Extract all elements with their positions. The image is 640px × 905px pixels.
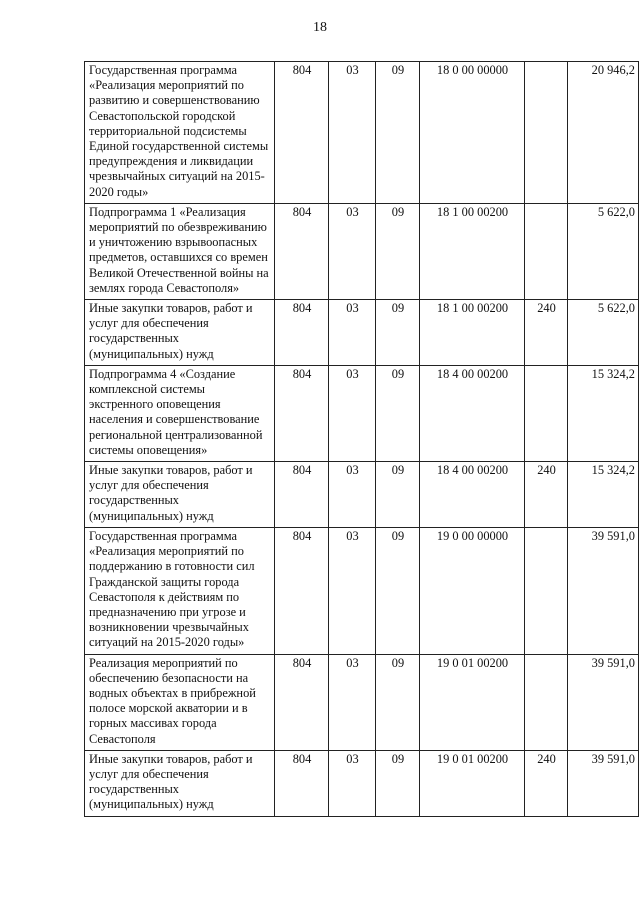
row-section: 03 [329,462,376,528]
row-expense-type: 240 [525,750,568,816]
row-subsection: 09 [376,750,420,816]
row-amount: 39 591,0 [568,654,639,750]
row-target-item: 18 4 00 00200 [420,462,525,528]
row-target-item: 19 0 01 00200 [420,750,525,816]
row-subsection: 09 [376,654,420,750]
row-name: Иные закупки товаров, работ и услуг для обеспечения государственных (муниципальных) нужд [85,462,275,528]
row-subsection: 09 [376,527,420,654]
row-name: Реализация мероприятий по обеспечению безопасности на водных объектах в прибрежной полосе морской акватории и в горных массивах города Севастополя [85,654,275,750]
row-target-item: 18 1 00 00200 [420,203,525,299]
table-row [85,654,639,750]
row-section: 03 [329,527,376,654]
row-subsection: 09 [376,462,420,528]
row-section: 03 [329,654,376,750]
table-row [85,62,639,204]
row-target-item: 18 4 00 00200 [420,365,525,461]
row-target-item: 18 1 00 00200 [420,300,525,366]
table-row [85,527,639,654]
row-name: Подпрограмма 1 «Реализация мероприятий по обезвреживанию и уничтожению взрывоопасных предметов, оставшихся со времен Великой Отечественной войны на землях города Севастополя» [85,203,275,299]
row-amount: 5 622,0 [568,300,639,366]
row-grbs: 804 [275,654,329,750]
row-name: Иные закупки товаров, работ и услуг для обеспечения государственных (муниципальных) нужд [85,300,275,366]
row-subsection: 09 [376,62,420,204]
row-amount: 20 946,2 [568,62,639,204]
row-grbs: 804 [275,750,329,816]
row-subsection: 09 [376,300,420,366]
page-number: 18 [313,20,327,35]
row-expense-type [525,365,568,461]
row-amount: 39 591,0 [568,527,639,654]
row-section: 03 [329,203,376,299]
row-grbs: 804 [275,527,329,654]
row-grbs: 804 [275,300,329,366]
row-amount: 15 324,2 [568,365,639,461]
row-expense-type [525,62,568,204]
row-section: 03 [329,750,376,816]
row-name: Подпрограмма 4 «Создание комплексной системы экстренного оповещения населения и совершенствование региональной централизованной системы оповещения» [85,365,275,461]
row-name: Иные закупки товаров, работ и услуг для обеспечения государственных (муниципальных) нужд [85,750,275,816]
row-subsection: 09 [376,203,420,299]
row-target-item: 19 0 01 00200 [420,654,525,750]
row-grbs: 804 [275,462,329,528]
table-row [85,203,639,299]
row-amount: 15 324,2 [568,462,639,528]
row-expense-type [525,203,568,299]
row-name: Государственная программа «Реализация мероприятий по развитию и совершенствованию Севастопольской городской территориальной подсистемы Единой государственной системы предупреждения и ликвидации чрезвычайных ситуаций на 2015-2020 годы» [85,62,275,204]
row-target-item: 19 0 00 00000 [420,527,525,654]
row-amount: 5 622,0 [568,203,639,299]
row-section: 03 [329,62,376,204]
row-expense-type [525,527,568,654]
table-row [85,750,639,816]
row-grbs: 804 [275,62,329,204]
row-amount: 39 591,0 [568,750,639,816]
row-name: Государственная программа «Реализация мероприятий по поддержанию в готовности сил Гражданской защиты города Севастополя к действиям по предназначению при угрозе и возникновении чрезвычайных ситуаций на 2015-2020 годы» [85,527,275,654]
row-subsection: 09 [376,365,420,461]
table-row [85,462,639,528]
row-grbs: 804 [275,203,329,299]
row-expense-type [525,654,568,750]
row-grbs: 804 [275,365,329,461]
table-row [85,365,639,461]
row-section: 03 [329,300,376,366]
row-section: 03 [329,365,376,461]
row-expense-type: 240 [525,462,568,528]
table-row [85,300,639,366]
row-expense-type: 240 [525,300,568,366]
budget-table-body [85,62,639,817]
budget-table [84,61,639,817]
row-target-item: 18 0 00 00000 [420,62,525,204]
